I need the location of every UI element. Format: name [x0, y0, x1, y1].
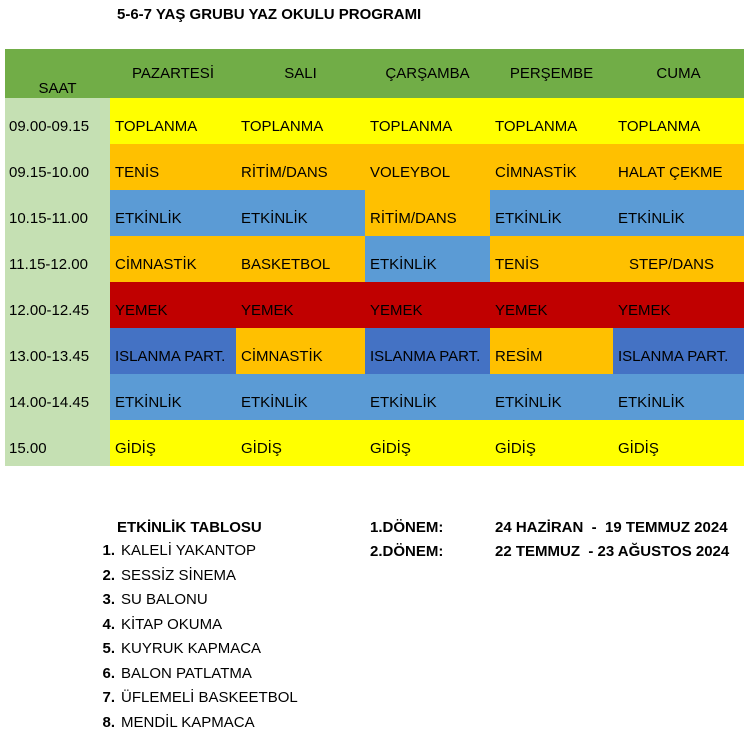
- activity-cell: STEP/DANS: [613, 236, 744, 282]
- table-row: [5, 374, 744, 420]
- activity-cell: GİDİŞ: [613, 420, 744, 466]
- activity-cell: GİDİŞ: [365, 420, 490, 466]
- list-item-label: KALELİ YAKANTOP: [121, 542, 256, 567]
- table-row: [5, 98, 744, 144]
- activity-cell: TOPLANMA: [236, 98, 365, 144]
- activity-cell: ETKİNLİK: [613, 374, 744, 420]
- activity-cell: TENİS: [490, 236, 613, 282]
- list-item: [92, 689, 298, 714]
- header-saat: SAAT: [5, 49, 110, 98]
- activity-cell: TOPLANMA: [490, 98, 613, 144]
- activity-cell: ETKİNLİK: [613, 190, 744, 236]
- list-item-label: ÜFLEMELİ BASKEETBOL: [121, 689, 298, 714]
- activity-cell: RİTİM/DANS: [365, 190, 490, 236]
- list-item: [92, 640, 298, 665]
- activity-cell: ETKİNLİK: [110, 190, 236, 236]
- activity-cell: RESİM: [490, 328, 613, 374]
- schedule-header-row: [5, 49, 744, 98]
- list-item-label: BALON PATLATMA: [121, 665, 252, 690]
- time-cell: 15.00: [5, 420, 110, 466]
- activity-cell: YEMEK: [110, 282, 236, 328]
- list-item-number: 7.: [92, 689, 115, 714]
- time-cell: 13.00-13.45: [5, 328, 110, 374]
- activity-cell: YEMEK: [236, 282, 365, 328]
- list-item: [92, 567, 298, 592]
- list-item: [92, 591, 298, 616]
- list-item-label: KUYRUK KAPMACA: [121, 640, 261, 665]
- period-2: [370, 543, 729, 560]
- activity-cell: GİDİŞ: [110, 420, 236, 466]
- activity-cell: BASKETBOL: [236, 236, 365, 282]
- activities-list: [92, 542, 298, 738]
- table-row: [5, 328, 744, 374]
- header-sali: SALI: [236, 49, 365, 98]
- activity-cell: ISLANMA PART.: [365, 328, 490, 374]
- period-label: 1.DÖNEM:: [370, 519, 495, 536]
- period-dates: 22 TEMMUZ - 23 AĞUSTOS 2024: [495, 543, 729, 560]
- list-item-label: SESSİZ SİNEMA: [121, 567, 236, 592]
- period-label: 2.DÖNEM:: [370, 543, 495, 560]
- activity-cell: GİDİŞ: [236, 420, 365, 466]
- time-cell: 09.00-09.15: [5, 98, 110, 144]
- activity-cell: VOLEYBOL: [365, 144, 490, 190]
- activity-cell: CİMNASTİK: [236, 328, 365, 374]
- list-item-number: 5.: [92, 640, 115, 665]
- header-persembe: PERŞEMBE: [490, 49, 613, 98]
- page-title: 5-6-7 YAŞ GRUBU YAZ OKULU PROGRAMI: [117, 6, 421, 23]
- time-cell: 14.00-14.45: [5, 374, 110, 420]
- list-item: [92, 542, 298, 567]
- activity-cell: GİDİŞ: [490, 420, 613, 466]
- activity-cell: YEMEK: [490, 282, 613, 328]
- activity-cell: ISLANMA PART.: [110, 328, 236, 374]
- schedule-table: [5, 49, 744, 466]
- table-row: [5, 420, 744, 466]
- table-row: [5, 190, 744, 236]
- activity-cell: TOPLANMA: [110, 98, 236, 144]
- header-pazartesi: PAZARTESİ: [110, 49, 236, 98]
- list-item: [92, 665, 298, 690]
- list-item: [92, 616, 298, 641]
- period-dates: 24 HAZİRAN - 19 TEMMUZ 2024: [495, 519, 728, 536]
- period-1: [370, 519, 728, 536]
- time-cell: 12.00-12.45: [5, 282, 110, 328]
- activity-cell: YEMEK: [613, 282, 744, 328]
- activity-cell: ETKİNLİK: [236, 190, 365, 236]
- activity-cell: ETKİNLİK: [365, 236, 490, 282]
- list-item-number: 2.: [92, 567, 115, 592]
- activity-cell: ISLANMA PART.: [613, 328, 744, 374]
- time-cell: 09.15-10.00: [5, 144, 110, 190]
- activity-cell: YEMEK: [365, 282, 490, 328]
- activity-cell: RİTİM/DANS: [236, 144, 365, 190]
- header-cuma: CUMA: [613, 49, 744, 98]
- table-row: [5, 282, 744, 328]
- time-cell: 11.15-12.00: [5, 236, 110, 282]
- activity-cell: ETKİNLİK: [365, 374, 490, 420]
- list-item-label: KİTAP OKUMA: [121, 616, 222, 641]
- list-item-label: MENDİL KAPMACA: [121, 714, 255, 738]
- table-row: [5, 144, 744, 190]
- list-item-number: 8.: [92, 714, 115, 738]
- activity-cell: TENİS: [110, 144, 236, 190]
- list-item: [92, 714, 298, 738]
- header-carsamba: ÇARŞAMBA: [365, 49, 490, 98]
- list-item-number: 6.: [92, 665, 115, 690]
- activity-cell: ETKİNLİK: [110, 374, 236, 420]
- list-item-number: 4.: [92, 616, 115, 641]
- activity-cell: TOPLANMA: [365, 98, 490, 144]
- list-item-number: 3.: [92, 591, 115, 616]
- activity-cell: ETKİNLİK: [490, 374, 613, 420]
- list-item-number: 1.: [92, 542, 115, 567]
- activity-cell: HALAT ÇEKME: [613, 144, 744, 190]
- activity-cell: CİMNASTİK: [110, 236, 236, 282]
- table-row: [5, 236, 744, 282]
- activity-cell: CİMNASTİK: [490, 144, 613, 190]
- activities-title: ETKİNLİK TABLOSU: [117, 519, 262, 536]
- activity-cell: TOPLANMA: [613, 98, 744, 144]
- time-cell: 10.15-11.00: [5, 190, 110, 236]
- activity-cell: ETKİNLİK: [490, 190, 613, 236]
- list-item-label: SU BALONU: [121, 591, 208, 616]
- activity-cell: ETKİNLİK: [236, 374, 365, 420]
